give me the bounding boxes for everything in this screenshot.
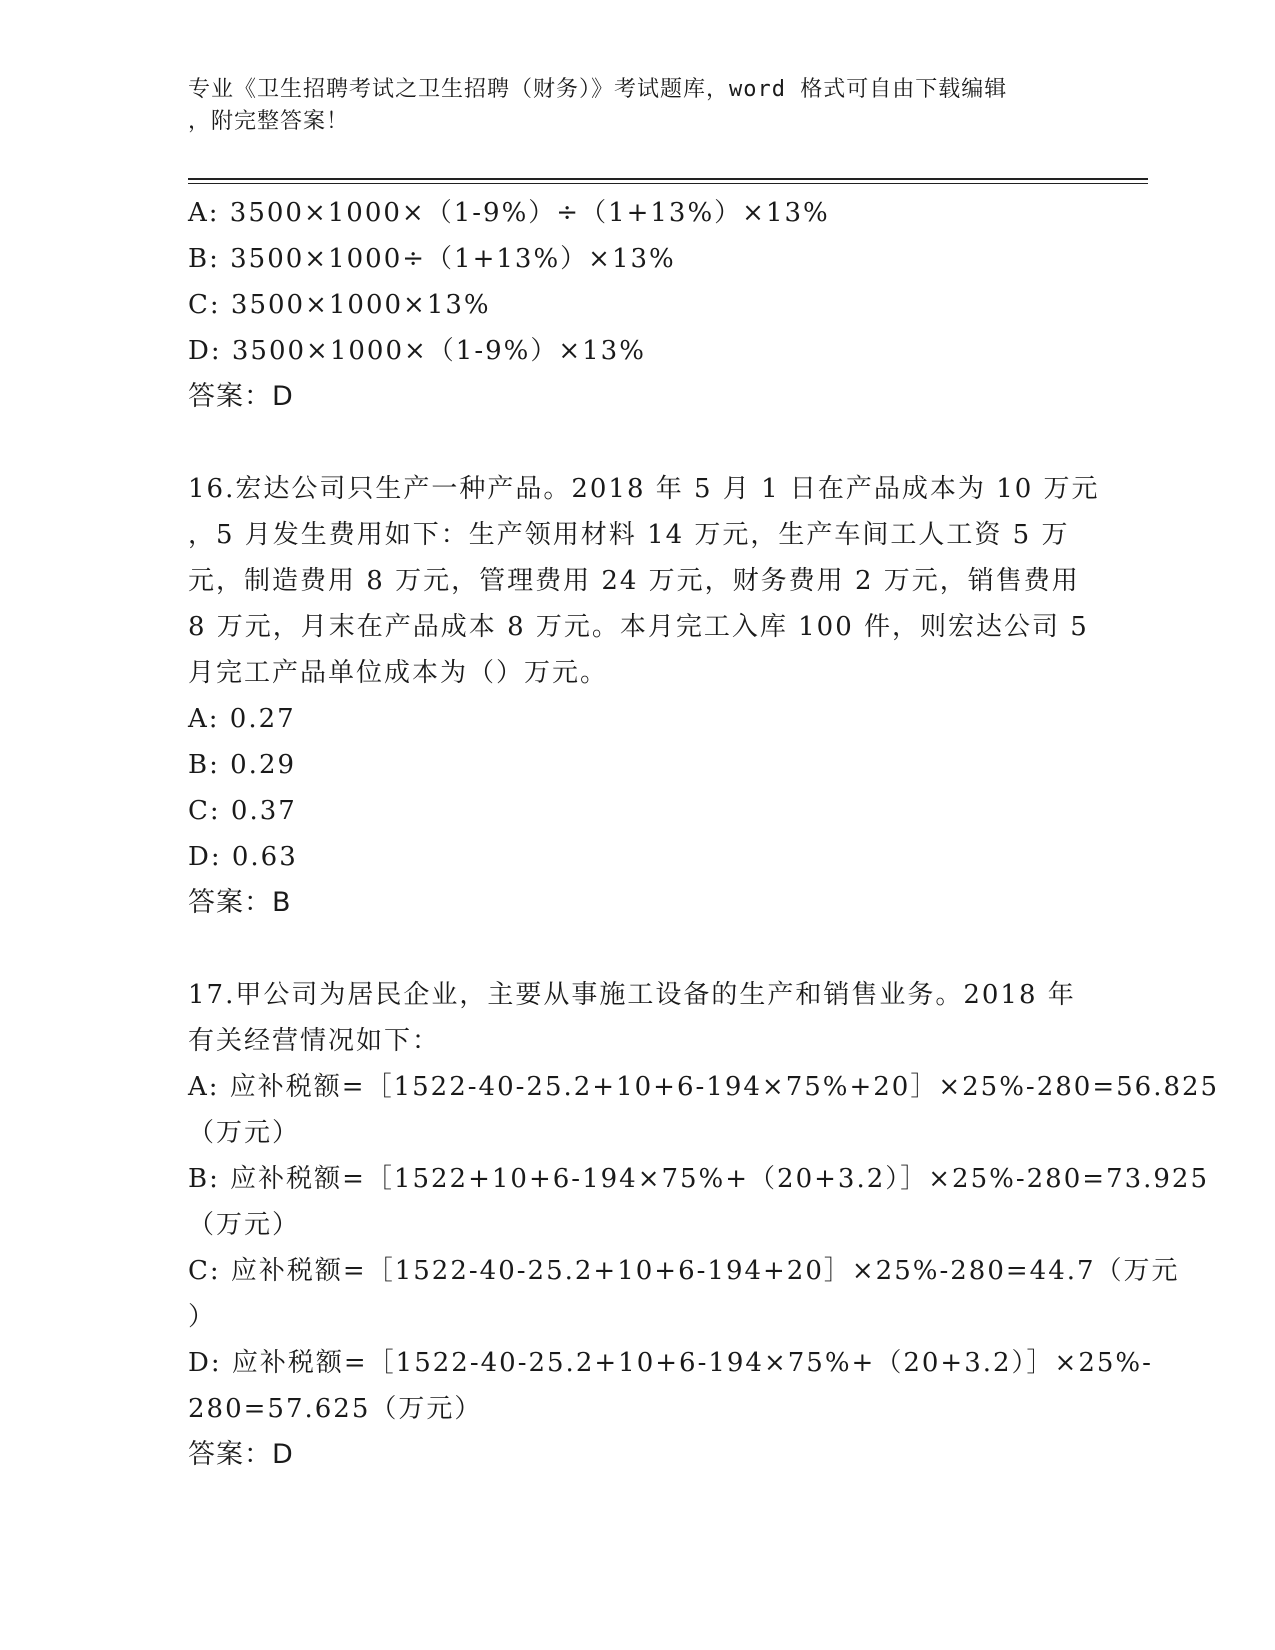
answer: 答案：D — [188, 381, 294, 412]
header-line: 专业《卫生招聘考试之卫生招聘（财务）》考试题库，word 格式可自由下载编辑 — [188, 77, 1008, 102]
option-b: B: 3500×1000÷（1+13%）×13% — [188, 244, 676, 274]
question-text-line: ，5 月发生费用如下：生产领用材料 14 万元，生产车间工人工资 5 万 — [188, 520, 1070, 550]
question-text-line: 8 万元，月末在产品成本 8 万元。本月完工入库 100 件，则宏达公司 5 — [188, 612, 1089, 642]
option-d: D: 0.63 — [188, 842, 298, 872]
option-a: A: 3500×1000×（1-9%）÷（1+13%）×13% — [188, 198, 830, 228]
answer: 答案：D — [188, 1439, 294, 1470]
document-header — [188, 74, 1088, 138]
header-line: ，附完整答案！ — [188, 109, 350, 134]
option-d: D: 应补税额=［1522-40-25.2+10+6-194×75%+（20+3.2）］×25%- — [188, 1348, 1153, 1378]
option-d-continued: 280=57.625（万元） — [188, 1394, 483, 1424]
question-text-line: 月完工产品单位成本为（）万元。 — [188, 658, 609, 688]
question-17 — [188, 972, 1220, 1478]
option-a-continued: （万元） — [188, 1118, 301, 1148]
option-c-continued: ） — [188, 1302, 217, 1332]
header-rule-thick — [188, 178, 1148, 180]
option-b-continued: （万元） — [188, 1210, 301, 1240]
question-text-line: 元，制造费用 8 万元，管理费用 24 万元，财务费用 2 万元，销售费用 — [188, 566, 1080, 596]
question-text-line: 有关经营情况如下： — [188, 1026, 441, 1056]
answer: 答案：B — [188, 887, 292, 918]
header-rule-thin — [188, 183, 1148, 184]
question-16 — [188, 466, 1100, 926]
option-c: C: 3500×1000×13% — [188, 290, 491, 320]
question-text-line: 16.宏达公司只生产一种产品。2018 年 5 月 1 日在产品成本为 10 万元 — [188, 474, 1100, 504]
question-text-line: 17.甲公司为居民企业，主要从事施工设备的生产和销售业务。2018 年 — [188, 980, 1076, 1010]
option-a: A: 应补税额=［1522-40-25.2+10+6-194×75%+20］×25%-280=56.825 — [188, 1072, 1220, 1102]
option-b: B: 0.29 — [188, 750, 297, 780]
option-a: A: 0.27 — [188, 704, 296, 734]
option-c: C: 0.37 — [188, 796, 297, 826]
question-content — [188, 190, 1220, 1478]
question-15 — [188, 190, 1088, 420]
option-c: C: 应补税额=［1522-40-25.2+10+6-194+20］×25%-280=44.7（万元 — [188, 1256, 1180, 1286]
option-d: D: 3500×1000×（1-9%）×13% — [188, 336, 646, 366]
option-b: B: 应补税额=［1522+10+6-194×75%+（20+3.2）］×25%-280=73.925 — [188, 1164, 1210, 1194]
